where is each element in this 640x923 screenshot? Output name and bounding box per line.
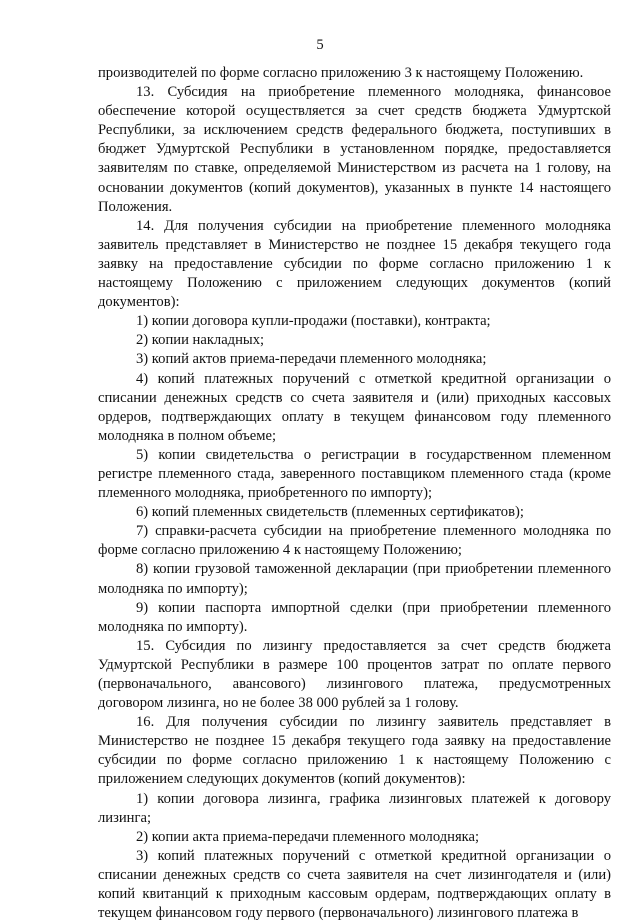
paragraph: 16. Для получения субсидии по лизингу заявитель представляет в Министерство не позднее 15 декабря текущего года заявку на предоставление субсидии по форме согласно приложению 1 к настоящему Положению с приложением следующих документов (копий документов):	[98, 714, 611, 788]
paragraph: 13. Субсидия на приобретение племенного молодняка, финансовое обеспечение которой осуществляется за счет средств бюджета Удмуртской Республики, за исключением средств федерального бюджета, поступивших в бюджет Удмуртской Республики в установленном порядке, предоставляется заявителям по ставке, определяемой Министерством из расчета на 1 голову, на основании документов (копий документов), указанных в пункте 14 настоящего Положения.	[98, 84, 611, 215]
paragraph: производителей по форме согласно приложению 3 к настоящему Положению.	[98, 65, 584, 81]
document-body	[98, 64, 611, 923]
list-item: 9) копии паспорта импортной сделки (при приобретении племенного молодняка по импорту).	[98, 599, 611, 635]
list-item: 1) копии договора купли-продажи (поставки), контракта;	[136, 313, 491, 330]
list-item: 5) копии свидетельства о регистрации в государственном племенном регистре племенного стада, заверенного поставщиком племенного стада (кроме племенного молодняка, приобретенного по импорту);	[98, 446, 611, 502]
paragraph: 14. Для получения субсидии на приобретение племенного молодняка заявитель представляет в Министерство не позднее 15 декабря текущего года заявку на предоставление субсидии по форме согласно приложению 1 к настоящему Положению с приложением следующих документов (копий документов):	[98, 217, 611, 311]
list-item: 2) копии накладных;	[136, 332, 265, 349]
list-item: 3) копий актов приема-передачи племенного молодняка;	[136, 351, 487, 368]
list-item: 6) копий племенных свидетельств (племенных сертификатов);	[136, 504, 524, 521]
list-item: 7) справки-расчета субсидии на приобретение племенного молодняка по форме согласно приложению 4 к настоящему Положению;	[98, 523, 611, 559]
paragraph: 15. Субсидия по лизингу предоставляется за счет средств бюджета Удмуртской Республики в размере 100 процентов затрат по оплате первого (первоначального, авансового) лизингового платежа, предусмотренных договором лизинга, но не более 38 000 рублей за 1 голову.	[98, 637, 611, 712]
list-item: 3) копий платежных поручений с отметкой кредитной организации о списании денежных средств со счета заявителя на счет лизингодателя и (или) копий квитанций к приходным кассовым ордерам, подтверждающих оплату в текущем финансовом году первого (первоначального) лизингового платежа в	[98, 847, 611, 922]
list-item: 8) копии грузовой таможенной декларации (при приобретении племенного молодняка по импорту);	[98, 561, 611, 597]
list-item: 4) копий платежных поручений с отметкой кредитной организации о списании денежных средств со счета заявителя и (или) приходных кассовых ордеров, подтверждающих оплату в текущем финансовом году племенного молодняка в полном объеме;	[98, 370, 611, 444]
list-item: 2) копии акта приема-передачи племенного молодняка;	[136, 828, 480, 845]
page-number: 5	[316, 37, 324, 53]
list-item: 1) копии договора лизинга, графика лизинговых платежей к договору лизинга;	[98, 790, 611, 826]
